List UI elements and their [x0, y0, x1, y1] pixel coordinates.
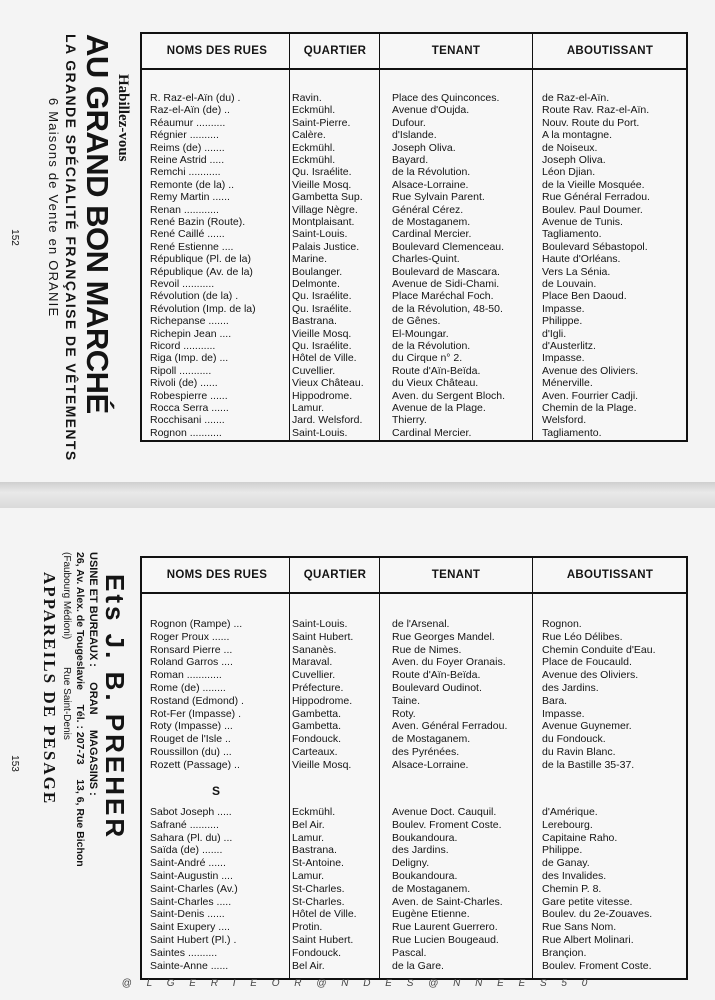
cell-tenant: Rue Sylvain Parent. [392, 191, 485, 204]
page-fold [0, 482, 715, 508]
cell-aboutissant: Boulevard Sébastopol. [542, 240, 648, 253]
cell-aboutissant: Rue Sans Nom. [542, 921, 617, 934]
header-rue: NOMS DES RUES [166, 569, 268, 581]
ad-line-2: USINE ET BUREAUX : ORAN MAGASINS : [87, 552, 99, 796]
cell-tenant: Alsace-Lorraine. [392, 178, 469, 191]
cell-aboutissant: A la montagne. [542, 129, 613, 142]
cell-aboutissant: Impasse. [542, 707, 585, 720]
cell-quartier: Vieux Château. [292, 377, 364, 390]
cell-rue: Saint-André ...... [150, 857, 226, 870]
cell-quartier: Jard. Welsford. [292, 414, 363, 427]
cell-aboutissant: des Jardins. [542, 682, 599, 694]
cell-aboutissant: Rue Léo Délibes. [542, 630, 623, 643]
header-tenant: TENANT [431, 45, 481, 57]
ad-line-3: 26, Av. Alex. de Tougeslavie Tél. : 207-73 13, 6, Rue Bichon [74, 552, 86, 867]
cell-quartier: Préfecture. [292, 682, 344, 694]
cell-rue: Rivoli (de) ...... [150, 377, 218, 390]
cell-tenant: Pascal. [392, 946, 427, 959]
table-row [142, 644, 686, 656]
cell-quartier: Qu. Israélite. [292, 166, 352, 179]
table-row [142, 759, 686, 771]
table-row [142, 870, 686, 882]
cell-quartier: Cuvellier. [292, 364, 336, 377]
cell-tenant: Taine. [392, 694, 421, 707]
cell-rue: Saïda (de) ....... [150, 844, 223, 857]
table-row [142, 129, 686, 141]
cell-aboutissant: Rue Albert Molinari. [542, 934, 634, 946]
cell-tenant: de la Révolution, 48-50. [392, 302, 503, 315]
cell-tenant: Boulev. Froment Coste. [392, 818, 502, 831]
cell-tenant: Rue Lucien Bougeaud. [392, 934, 499, 946]
cell-rue: René Bazin (Route). [150, 216, 246, 228]
cell-quartier: Saint Hubert. [292, 630, 354, 643]
cell-quartier: Vieille Mosq. [292, 178, 352, 191]
cell-rue: R. Raz-el-Aïn (du) . [150, 92, 241, 104]
cell-aboutissant: Lerebourg. [542, 818, 593, 831]
cell-tenant: Boukandoura. [392, 870, 458, 882]
cell-tenant: Rue Laurent Guerrero. [392, 921, 498, 934]
cell-tenant: Bayard. [392, 154, 429, 166]
cell-aboutissant: Place de Foucauld. [542, 656, 632, 669]
cell-rue: Ricord ........... [150, 340, 216, 352]
cell-aboutissant: Chemin P. 8. [542, 882, 602, 895]
cell-aboutissant: Brançion. [542, 946, 587, 959]
cell-rue: Roman ............ [150, 669, 222, 682]
cell-rue: Révolution (de la) . [150, 290, 239, 303]
cell-quartier: Hôtel de Ville. [292, 352, 357, 365]
table-row [142, 947, 686, 959]
cell-rue: Régnier .......... [150, 129, 219, 142]
cell-rue: Rognon ........... [150, 426, 222, 439]
table-row [142, 806, 686, 818]
header-aboutissant: ABOUTISSANT [566, 569, 654, 581]
cell-aboutissant: Philippe. [542, 844, 583, 857]
page-152 [0, 0, 715, 482]
table-row [142, 844, 686, 856]
cell-rue: Raz-el-Aïn (de) .. [150, 104, 230, 117]
cell-aboutissant: d'Austerlitz. [542, 340, 596, 352]
cell-aboutissant: Rue Général Ferradou. [542, 191, 650, 204]
table-row [142, 669, 686, 681]
cell-tenant: Boulevard de Mascara. [392, 265, 500, 278]
cell-aboutissant: Bara. [542, 694, 568, 707]
table-row [142, 390, 686, 402]
cell-aboutissant: des Invalides. [542, 870, 607, 882]
cell-aboutissant: Chemin Conduite d'Eau. [542, 643, 656, 656]
table-row [142, 216, 686, 228]
cell-tenant: de Mostaganem. [392, 216, 471, 228]
cell-quartier: Carteaux. [292, 746, 338, 758]
cell-rue: Reine Astrid ..... [150, 154, 225, 166]
table-row [142, 921, 686, 933]
cell-rue: Reims (de) ....... [150, 141, 225, 154]
cell-quartier: Vieille Mosq. [292, 758, 352, 771]
cell-rue: Rocca Serra ...... [150, 402, 229, 414]
cell-aboutissant: Philippe. [542, 315, 583, 328]
cell-quartier: Village Nègre. [292, 203, 358, 216]
cell-aboutissant: Haute d'Orléans. [542, 253, 621, 266]
cell-tenant: Aven. Général Ferradou. [392, 720, 508, 733]
cell-tenant: Thierry. [392, 414, 427, 427]
cell-tenant: Avenue d'Oujda. [392, 104, 470, 117]
cell-tenant: Charles-Quint. [392, 253, 460, 266]
cell-rue: Rot-Fer (Impasse) . [150, 707, 242, 720]
footer-watermark: @ L G E R I E O R @ N D E S @ N N E E S 5 0 [121, 978, 594, 989]
cell-aboutissant: Ménerville. [542, 377, 593, 390]
cell-tenant: Dufour. [392, 116, 426, 129]
cell-quartier: Palais Justice. [292, 240, 360, 253]
cell-aboutissant: Tagliamento. [542, 426, 602, 439]
ad-line-5: APPAREILS DE PESAGE [40, 572, 59, 806]
cell-rue: Richepin Jean .... [150, 327, 232, 340]
cell-rue: Riga (Imp. de) ... [150, 352, 229, 365]
cell-rue: Remonte (de la) .. [150, 178, 235, 191]
street-table-top [140, 32, 688, 442]
table-row [142, 832, 686, 844]
cell-tenant: Général Cérez. [392, 203, 464, 216]
cell-quartier: Lamur. [292, 402, 325, 414]
cell-aboutissant: Léon Djian. [542, 166, 596, 179]
ad-line-3: LA GRANDE SPÉCIALITÉ FRANÇAISE DE VÊTEMENTS [63, 34, 79, 462]
cell-tenant: de la Révolution. [392, 340, 471, 352]
table-row [142, 695, 686, 707]
table-row [142, 377, 686, 389]
table-row [142, 746, 686, 758]
cell-quartier: Eckmühl. [292, 104, 336, 117]
table-row [142, 365, 686, 377]
cell-quartier: Eckmühl. [292, 154, 336, 166]
cell-quartier: Saint Hubert. [292, 934, 354, 946]
cell-rue: Sainte-Anne ...... [150, 959, 229, 972]
cell-rue: Roland Garros .... [150, 656, 233, 669]
cell-quartier: Hippodrome. [292, 389, 353, 402]
table-row [142, 290, 686, 302]
cell-quartier: Fondouck. [292, 946, 342, 959]
table-row [142, 278, 686, 290]
cell-rue: Rouget de l'Isle .. [150, 733, 231, 746]
cell-quartier: Sananès. [292, 643, 337, 656]
cell-rue: Saint-Charles (Av.) [150, 882, 238, 895]
table-row [142, 352, 686, 364]
table-row [142, 166, 686, 178]
page-number: 153 [8, 755, 20, 772]
cell-aboutissant: du Ravin Blanc. [542, 746, 616, 758]
cell-tenant: Avenue de Sidi-Chami. [392, 278, 500, 290]
cell-quartier: Qu. Israélite. [292, 290, 352, 303]
table-row [142, 682, 686, 694]
cell-tenant: Roty. [392, 707, 416, 720]
cell-tenant: Route d'Aïn-Beïda. [392, 669, 481, 682]
cell-rue: Saint Exupery .... [150, 921, 230, 934]
header-rue: NOMS DES RUES [166, 45, 268, 57]
cell-rue: Robespierre ...... [150, 389, 228, 402]
cell-tenant: du Vieux Château. [392, 377, 479, 390]
cell-aboutissant: Gare petite vitesse. [542, 895, 633, 908]
table-row [142, 241, 686, 253]
cell-tenant: d'Islande. [392, 129, 437, 142]
cell-aboutissant: de la Vieille Mosquée. [542, 178, 645, 191]
cell-aboutissant: Capitaine Raho. [542, 831, 618, 844]
cell-tenant: Boukandoura. [392, 831, 458, 844]
header-quartier: QUARTIER [303, 45, 367, 57]
cell-quartier: Bastrana. [292, 315, 337, 328]
cell-rue: Richepanse ....... [150, 315, 229, 328]
cell-aboutissant: de la Bastille 35-37. [542, 758, 635, 771]
cell-quartier: Saint-Louis. [292, 618, 348, 630]
page-number: 152 [8, 229, 20, 246]
cell-rue: Safrané .......... [150, 818, 219, 831]
cell-rue: Roussillon (du) ... [150, 746, 232, 758]
cell-tenant: des Pyrénées. [392, 746, 460, 758]
ad-line-2: AU GRAND BON MARCHÉ [80, 34, 115, 414]
cell-tenant: Aven. de Saint-Charles. [392, 895, 503, 908]
table-row [142, 883, 686, 895]
table-row [142, 303, 686, 315]
header-quartier: QUARTIER [303, 569, 367, 581]
cell-rue: Renan ............ [150, 203, 219, 216]
cell-tenant: Eugène Etienne. [392, 908, 470, 921]
cell-quartier: Protin. [292, 921, 323, 934]
cell-rue: Ronsard Pierre ... [150, 643, 233, 656]
cell-rue: René Caillé ...... [150, 228, 225, 241]
cell-aboutissant: Avenue de Tunis. [542, 216, 623, 228]
cell-quartier: Vieille Mosq. [292, 327, 352, 340]
cell-aboutissant: de Ganay. [542, 857, 590, 870]
cell-aboutissant: Rognon. [542, 618, 582, 630]
table-row [142, 733, 686, 745]
table-row [142, 427, 686, 439]
header-aboutissant: ABOUTISSANT [566, 45, 654, 57]
cell-tenant: de l'Arsenal. [392, 618, 450, 630]
table-row [142, 708, 686, 720]
cell-tenant: Avenue Doct. Cauquil. [392, 806, 497, 818]
table-row [142, 908, 686, 920]
cell-quartier: Saint-Louis. [292, 228, 348, 241]
cell-aboutissant: Aven. Fourrier Cadji. [542, 389, 639, 402]
cell-quartier: Maraval. [292, 656, 333, 669]
table-row [142, 819, 686, 831]
section-letter: S [212, 784, 221, 798]
cell-tenant: de la Gare. [392, 959, 444, 972]
cell-rue: Saint-Augustin .... [150, 870, 233, 882]
cell-tenant: Avenue de la Plage. [392, 402, 486, 414]
cell-rue: Sahara (Pl. du) ... [150, 831, 233, 844]
table-row [142, 179, 686, 191]
cell-aboutissant: Vers La Sénia. [542, 265, 611, 278]
table-header [142, 34, 686, 70]
cell-aboutissant: de Louvain. [542, 278, 597, 290]
table-row [142, 857, 686, 869]
ad-line-4: 6 Maisons de Vente en ORANIE [46, 98, 61, 318]
cell-rue: Saint-Charles ..... [150, 895, 232, 908]
cell-aboutissant: Nouv. Route du Port. [542, 116, 640, 129]
cell-quartier: Qu. Israélite. [292, 302, 352, 315]
cell-rue: Remchi ........... [150, 166, 221, 179]
cell-aboutissant: Boulev. du 2e-Zouaves. [542, 908, 653, 921]
table-row [142, 720, 686, 732]
cell-tenant: du Cirque n° 2. [392, 352, 463, 365]
table-row [142, 960, 686, 972]
cell-aboutissant: du Fondouck. [542, 733, 606, 746]
cell-quartier: Bastrana. [292, 844, 337, 857]
cell-rue: Saint-Denis ...... [150, 908, 225, 921]
cell-rue: République (Av. de la) [150, 265, 253, 278]
cell-rue: Ripoll ........... [150, 364, 212, 377]
table-row [142, 340, 686, 352]
cell-tenant: Cardinal Mercier. [392, 228, 472, 241]
cell-aboutissant: d'Igli. [542, 327, 567, 340]
table-row [142, 402, 686, 414]
cell-aboutissant: de Raz-el-Aïn. [542, 92, 610, 104]
cell-quartier: Calère. [292, 129, 326, 142]
cell-tenant: El-Moungar. [392, 327, 449, 340]
table-row [142, 414, 686, 426]
table-row [142, 104, 686, 116]
table-row [142, 92, 686, 104]
cell-quartier: Fondouck. [292, 733, 342, 746]
cell-rue: Rozett (Passage) .. [150, 758, 240, 771]
cell-quartier: Boulanger. [292, 265, 343, 278]
cell-aboutissant: Avenue des Oliviers. [542, 364, 639, 377]
table-row [142, 253, 686, 265]
cell-quartier: Bel Air. [292, 959, 325, 972]
page-153 [0, 508, 715, 1000]
cell-rue: République (Pl. de la) [150, 253, 251, 266]
cell-aboutissant: Place Ben Daoud. [542, 290, 627, 303]
cell-quartier: Lamur. [292, 870, 325, 882]
cell-tenant: de la Révolution. [392, 166, 471, 179]
cell-tenant: Rue Georges Mandel. [392, 630, 495, 643]
street-table-bottom [140, 556, 688, 980]
cell-quartier: Hôtel de Ville. [292, 908, 357, 921]
cell-aboutissant: Boulev. Paul Doumer. [542, 203, 643, 216]
cell-aboutissant: Avenue Guynemer. [542, 720, 632, 733]
cell-quartier: Eckmühl. [292, 806, 336, 818]
cell-quartier: Hippodrome. [292, 694, 353, 707]
table-row [142, 204, 686, 216]
cell-tenant: de Mostaganem. [392, 733, 471, 746]
cell-tenant: de Gênes. [392, 315, 441, 328]
cell-tenant: des Jardins. [392, 844, 449, 857]
ad-line-1: Habillez-vous [115, 74, 131, 162]
cell-aboutissant: Impasse. [542, 352, 585, 365]
cell-rue: Réaumur .......... [150, 116, 226, 129]
cell-quartier: Bel Air. [292, 818, 325, 831]
cell-quartier: Lamur. [292, 831, 325, 844]
table-row [142, 117, 686, 129]
cell-tenant: Deligny. [392, 857, 430, 870]
cell-rue: Rostand (Edmond) . [150, 694, 244, 707]
cell-quartier: Gambetta. [292, 720, 342, 733]
table-row [142, 631, 686, 643]
cell-tenant: Place Maréchal Foch. [392, 290, 494, 303]
cell-rue: Révolution (Imp. de la) [150, 302, 256, 315]
cell-rue: Sabot Joseph ..... [150, 806, 232, 818]
table-row [142, 266, 686, 278]
table-row [142, 315, 686, 327]
table-row [142, 191, 686, 203]
table-row [142, 934, 686, 946]
header-tenant: TENANT [431, 569, 481, 581]
cell-aboutissant: Boulev. Froment Coste. [542, 959, 652, 972]
ad-line-1: Ets J. B. PREHER [100, 574, 130, 841]
cell-quartier: St-Charles. [292, 895, 345, 908]
cell-aboutissant: Chemin de la Plage. [542, 402, 637, 414]
cell-aboutissant: d'Amérique. [542, 806, 598, 818]
cell-quartier: Cuvellier. [292, 669, 336, 682]
ad-preher [38, 552, 130, 867]
cell-quartier: Montplaisant. [292, 216, 355, 228]
cell-tenant: Aven. du Foyer Oranais. [392, 656, 506, 669]
cell-aboutissant: Impasse. [542, 302, 585, 315]
cell-quartier: Gambetta Sup. [292, 191, 363, 204]
cell-rue: Roger Proux ...... [150, 630, 230, 643]
table-header [142, 558, 686, 594]
cell-aboutissant: Joseph Oliva. [542, 154, 606, 166]
table-row [142, 142, 686, 154]
table-row [142, 154, 686, 166]
cell-aboutissant: Route Rav. Raz-el-Aïn. [542, 104, 650, 117]
cell-quartier: Delmonte. [292, 278, 340, 290]
cell-quartier: Saint-Pierre. [292, 116, 351, 129]
cell-tenant: Boulevard Clemenceau. [392, 240, 505, 253]
cell-tenant: Aven. du Sergent Bloch. [392, 389, 506, 402]
cell-quartier: Gambetta. [292, 707, 342, 720]
cell-rue: Rocchisani ....... [150, 414, 225, 427]
table-row [142, 656, 686, 668]
cell-rue: Rognon (Rampe) ... [150, 618, 243, 630]
cell-tenant: Place des Quinconces. [392, 92, 500, 104]
cell-aboutissant: de Noiseux. [542, 141, 598, 154]
cell-aboutissant: Tagliamento. [542, 228, 602, 241]
cell-quartier: Qu. Israélite. [292, 340, 352, 352]
cell-quartier: St-Charles. [292, 882, 345, 895]
cell-quartier: Saint-Louis. [292, 426, 348, 439]
table-row [142, 328, 686, 340]
ad-grand-bon-marche [44, 34, 132, 462]
table-row [142, 228, 686, 240]
cell-rue: Revoil ........... [150, 278, 215, 290]
cell-quartier: Ravin. [292, 92, 322, 104]
cell-quartier: St-Antoine. [292, 857, 344, 870]
table-row [142, 896, 686, 908]
cell-aboutissant: Avenue des Oliviers. [542, 669, 639, 682]
cell-rue: Rome (de) ........ [150, 682, 226, 694]
cell-quartier: Eckmühl. [292, 141, 336, 154]
cell-aboutissant: Welsford. [542, 414, 587, 427]
ad-line-4: (Faubourg Médioni) Rue Saint-Denis [61, 552, 72, 740]
table-row [142, 618, 686, 630]
cell-rue: Saint Hubert (Pl.) . [150, 934, 237, 946]
cell-tenant: Joseph Oliva. [392, 141, 456, 154]
cell-tenant: Route d'Aïn-Beïda. [392, 364, 481, 377]
cell-rue: Remy Martin ...... [150, 191, 230, 204]
cell-tenant: de Mostaganem. [392, 882, 471, 895]
cell-rue: Saintes .......... [150, 946, 218, 959]
cell-quartier: Marine. [292, 253, 328, 266]
cell-rue: Roty (Impasse) ... [150, 720, 233, 733]
cell-tenant: Rue de Nimes. [392, 643, 462, 656]
cell-tenant: Alsace-Lorraine. [392, 758, 469, 771]
cell-tenant: Boulevard Oudinot. [392, 682, 482, 694]
cell-tenant: Cardinal Mercier. [392, 426, 472, 439]
cell-rue: René Estienne .... [150, 240, 234, 253]
